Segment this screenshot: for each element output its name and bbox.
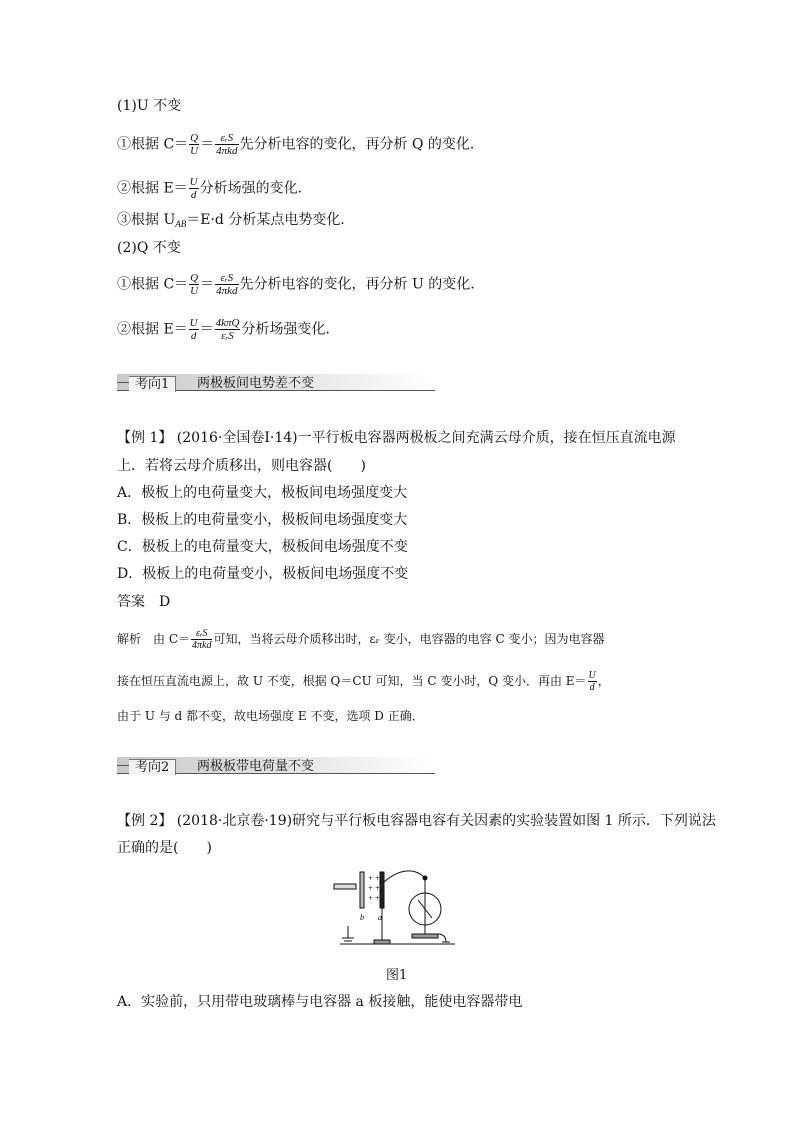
part2-item1: ①根据 C＝ $\frac{Q}{U}$ ＝ $\frac{\text{εᵣS}}{\text{4πkd}}$ 先分析电容的变化，再分析 U 的变化． bbox=[117, 272, 485, 297]
section-header-2 bbox=[117, 757, 435, 779]
section-tag: 考向2 bbox=[129, 759, 176, 775]
example2-line2: 正确的是( ) bbox=[117, 840, 212, 856]
part2-item2: ②根据 E＝ $\frac{U}{d}$ ＝ $\frac{\text{4kπQ}}{\text{εᵣS}}$ 分析场强变化． bbox=[117, 317, 340, 342]
analysis-prefix: 接在恒压直流电源上，故 U 不变，根据 Q＝CU 可知，当 C 变小时，Q 变小．再由 E＝ bbox=[117, 674, 587, 688]
svg-text:+ +: + + bbox=[368, 875, 380, 882]
section-tick bbox=[117, 382, 129, 383]
section-tag: 考向1 bbox=[129, 376, 176, 392]
svg-text:+ +: + + bbox=[368, 885, 380, 892]
part1-heading: (1)U 不变 bbox=[117, 98, 182, 114]
fraction-4kpiq-over-es bbox=[215, 317, 241, 342]
frac-den: d bbox=[190, 330, 197, 342]
example1-option-a: A．极板上的电荷量变大，极板间电场强度变大 bbox=[117, 485, 408, 501]
example2-line1: 【例 2】 (2018·北京卷·19)研究与平行板电容器电容有关因素的实验装置如图 1 所示．下列说法 bbox=[117, 813, 716, 829]
example1-option-b: B．极板上的电荷量变小，极板间电场强度变大 bbox=[117, 512, 408, 528]
part1-item3-suffix: ＝E·d 分析某点电势变化． bbox=[186, 212, 355, 228]
example1-answer: 答案 D bbox=[117, 594, 171, 610]
fraction-es-over-4pikd bbox=[191, 628, 212, 651]
frac-num: 4kπQ bbox=[215, 317, 240, 329]
example1-line1: 【例 1】 (2016·全国卷Ⅰ·14)一平行板电容器两极板之间充满云母介质，接在恒压直流电源 bbox=[117, 430, 676, 446]
example2-option-a: A．实验前，只用带电玻璃棒与电容器 a 板接触，能使电容器带电 bbox=[117, 994, 523, 1010]
section-title: 两极板间电势差不变 bbox=[197, 376, 315, 391]
analysis-suffix: 可知，当将云母介质移出时，εᵣ 变小，电容器的电容 C 变小；因为电容器 bbox=[213, 632, 605, 646]
frac-den: U bbox=[190, 285, 199, 297]
example1-option-c: C．极板上的电荷量变大，极板间电场强度不变 bbox=[117, 539, 408, 555]
example1-analysis-line1 bbox=[117, 628, 604, 651]
frac-den: 4πkd bbox=[216, 145, 238, 157]
fraction-u-over-d bbox=[189, 176, 199, 201]
part2-item2-prefix: ②根据 E＝ bbox=[117, 321, 188, 338]
example1-option-d: D．极板上的电荷量变小，极板间电场强度不变 bbox=[117, 566, 409, 582]
fraction-q-over-u bbox=[189, 272, 199, 297]
frac-num: U bbox=[588, 670, 596, 681]
part1-item3 bbox=[117, 211, 354, 233]
part1-item1-suffix: 先分析电容的变化，再分析 Q 的变化． bbox=[239, 136, 484, 153]
fraction-u-over-d bbox=[588, 670, 597, 693]
fraction-q-over-u bbox=[189, 132, 199, 157]
frac-num: Q bbox=[190, 272, 199, 284]
part2-heading: (2)Q 不变 bbox=[117, 240, 181, 256]
frac-num: εᵣS bbox=[215, 272, 238, 285]
section-tick bbox=[117, 765, 129, 766]
frac-den: 4πkd bbox=[192, 640, 212, 651]
analysis-prefix: 解析 由 C＝ bbox=[117, 632, 190, 646]
part1-item2-prefix: ②根据 E＝ bbox=[117, 180, 188, 197]
section-header-1 bbox=[117, 374, 435, 396]
part1-item3-prefix: ③根据 U bbox=[117, 212, 176, 228]
part1-item1-prefix: ①根据 C＝ bbox=[117, 136, 189, 153]
part2-item1-suffix: 先分析电容的变化，再分析 U 的变化． bbox=[239, 276, 485, 293]
frac-num: εᵣS bbox=[215, 132, 238, 145]
part1-item1: ①根据 C＝ $\frac{Q}{U}$ ＝ $\frac{\text{εᵣS}}{\text{4πkd}}$ 先分析电容的变化，再分析 Q 的变化． bbox=[117, 132, 484, 157]
part1-item2-suffix: 分析场强的变化． bbox=[199, 180, 312, 197]
figure-caption: 图1 bbox=[386, 968, 408, 983]
part1-item2 bbox=[117, 176, 312, 201]
frac-num: εᵣS bbox=[191, 628, 212, 640]
svg-text:+ +: + + bbox=[368, 895, 380, 902]
fraction-es-over-4pikd bbox=[215, 132, 238, 157]
example1-analysis-line2 bbox=[117, 670, 610, 693]
apparatus-diagram bbox=[330, 864, 460, 954]
analysis-suffix: ， bbox=[597, 674, 610, 688]
frac-num: Q bbox=[190, 132, 199, 144]
frac-den: d bbox=[589, 682, 595, 693]
frac-num: U bbox=[189, 176, 198, 188]
label-a: a bbox=[378, 913, 382, 922]
frac-den: εᵣS bbox=[221, 330, 234, 342]
frac-den: d bbox=[190, 189, 197, 201]
example1-line2: 上．若将云母介质移出，则电容器( ) bbox=[117, 458, 366, 474]
example1-analysis-line3: 由于 U 与 d 都不变，故电场强度 E 不变，选项 D 正确． bbox=[117, 709, 424, 723]
fraction-u-over-d bbox=[189, 317, 199, 342]
frac-den: U bbox=[190, 145, 199, 157]
part2-item2-suffix: 分析场强变化． bbox=[241, 321, 340, 338]
fraction-es-over-4pikd bbox=[215, 272, 238, 297]
subscript-ab: AB bbox=[175, 219, 187, 229]
section-title: 两极板带电荷量不变 bbox=[197, 759, 315, 774]
part2-item1-prefix: ①根据 C＝ bbox=[117, 276, 189, 293]
apparatus-figure bbox=[330, 864, 460, 954]
frac-den: 4πkd bbox=[216, 285, 238, 297]
frac-num: U bbox=[189, 317, 198, 329]
label-b: b bbox=[360, 913, 364, 922]
